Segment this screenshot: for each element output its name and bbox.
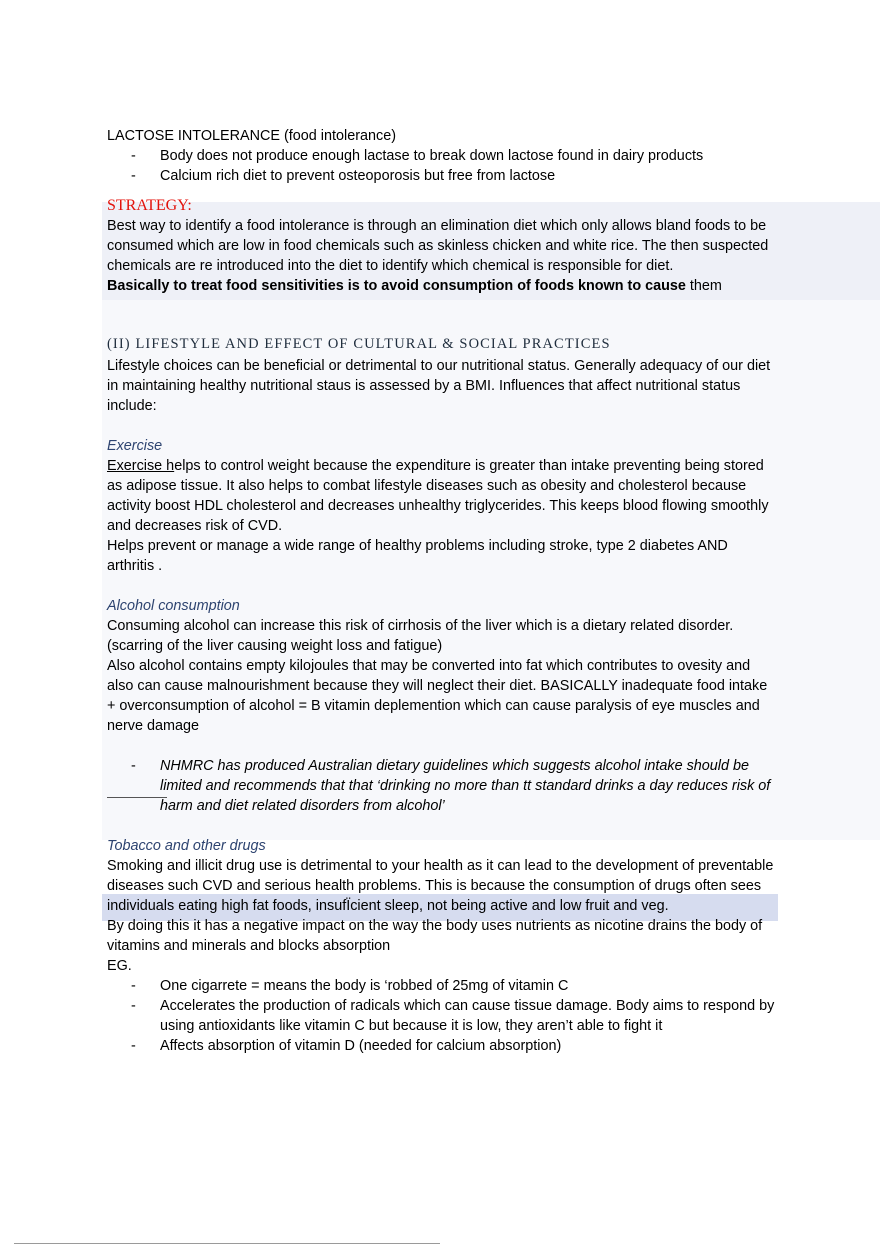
list-item: - NHMRC has produced Australian dietary guidelines which suggests alcohol intake should be limited and recommends that that ‘drinking no more than tt standard drinks a day reduces risk of harm and diet related disorders from alcohol’ (131, 758, 771, 814)
strategy-heading: STRATEGY: (107, 197, 192, 214)
underline-mark (107, 797, 167, 798)
tobacco-heading: Tobacco and other drugs (107, 838, 266, 854)
alcohol-paragraph-2: Also alcohol contains empty kilojoules that may be converted into fat which contributes to ovesity and also can cause malnourishment because they will neglect their diet. BASICALLY inadequate food intake + overconsumption of alcohol = B vitamin deplemention which can cause paralysis of eye muscles and nerve damage (107, 658, 768, 734)
list-item: - One cigarrete = means the body is ‘robbed of 25mg of vitamin C (131, 978, 569, 994)
document-content (107, 126, 777, 1056)
alcohol-heading: Alcohol consumption (107, 598, 240, 614)
alcohol-paragraph-1: Consuming alcohol can increase this risk of cirrhosis of the liver which is a dietary related disorder. (scarring of the liver causing weight loss and fatigue) (107, 618, 734, 654)
strategy-paragraph: Best way to identify a food intolerance is through an elimination diet which only allows bland foods to be consumed which are low in food chemicals such as skinless chicken and white rice. The then suspected chemicals are re introduced into the diet to identify which chemical is responsible for diet. Basically to treat food sensitivities is to avoid consumption of foods known to cause them (107, 218, 769, 294)
tobacco-paragraph-2: By doing this it has a negative impact on the way the body uses nutrients as nicotine drains the body of vitamins and minerals and blocks absorption (107, 918, 763, 954)
list-item: - Accelerates the production of radicals which can cause tissue damage. Body aims to respond by using antioxidants like vitamin C but because it is low, they aren’t able to fight it (131, 998, 775, 1034)
lactose-title: LACTOSE INTOLERANCE (food intolerance) (107, 128, 396, 144)
tobacco-eg-label: EG. (107, 958, 132, 974)
lactose-bullets (107, 146, 777, 186)
list-item: - Calcium rich diet to prevent osteoporosis but free from lactose (131, 168, 556, 184)
alcohol-bullets (107, 756, 777, 816)
exercise-paragraph-2: Helps prevent or manage a wide range of healthy problems including stroke, type 2 diabetes AND arthritis . (107, 538, 728, 574)
lifestyle-heading: (II) LIFESTYLE AND EFFECT OF CULTURAL & SOCIAL PRACTICES (107, 336, 611, 352)
list-item: - Affects absorption of vitamin D (needed for calcium absorption) (131, 1038, 562, 1054)
tobacco-paragraph-1: Smoking and illicit drug use is detrimental to your health as it can lead to the development of preventable diseases such CVD and serious health problems. This is because the consumption of drugs often sees individuals eating high fat foods, insufÏcient sleep, not being active and low fruit and veg. (107, 858, 774, 914)
list-item: - Body does not produce enough lactase to break down lactose found in dairy products (131, 148, 704, 164)
exercise-paragraph: Exercise helps to control weight because the expenditure is greater than intake preventing being stored as adipose tissue. It also helps to combat lifestyle diseases such as obesity and cholesterol because activity boost HDL cholesterol and decreases unhealthy triglycerides. This keeps blood flowing smoothly and decreases risk of CVD. (107, 458, 769, 534)
tobacco-bullets (107, 976, 777, 1056)
exercise-heading: Exercise (107, 438, 163, 454)
lifestyle-intro: Lifestyle choices can be beneficial or detrimental to our nutritional status. Generally adequacy of our diet in maintaining healthy nutritional staus is assessed by a BMI. Influences that affect nutritional status include: (107, 358, 771, 414)
footer-divider (14, 1243, 440, 1244)
